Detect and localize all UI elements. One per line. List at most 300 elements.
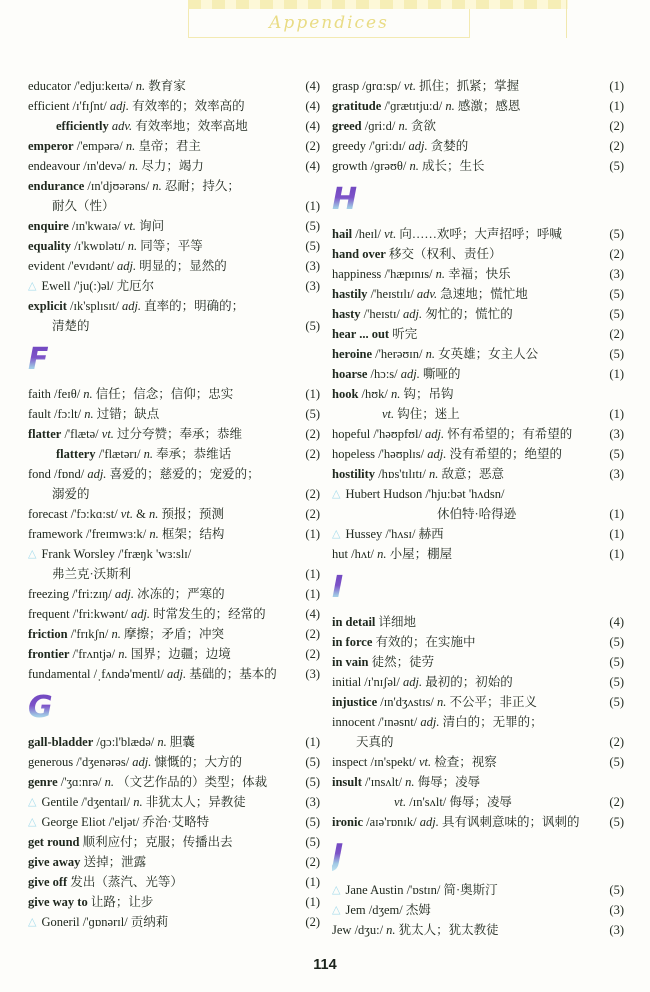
- entry-headword: friction: [28, 627, 68, 641]
- entry-body: /ɪn'devə/ n. 尽力；竭力: [83, 159, 204, 173]
- section-letter-g: G: [28, 691, 57, 725]
- entry-unit-number: (2): [305, 647, 320, 661]
- entry-body: /'edju:keɪtə/ n. 教育家: [74, 79, 186, 93]
- entry-headword: hastily: [332, 287, 368, 301]
- proper-noun-triangle-icon: △: [28, 796, 37, 808]
- entry-unit-number: (1): [305, 527, 320, 541]
- entry-headword: Frank Worsley: [41, 547, 115, 561]
- entry-body: /'dʒenərəs/ adj. 慷慨的；大方的: [76, 755, 243, 769]
- entry-body: /'dʒentaɪl/ n. 非犹太人；异教徒: [81, 795, 246, 809]
- entry-body: /ɡɔ:l'blædə/ n. 胆囊: [96, 735, 195, 749]
- entry-first-line: [28, 444, 320, 464]
- entry-first-line: [28, 524, 320, 544]
- entry-body: 有效的；在实施中: [375, 635, 476, 649]
- dictionary-entry: [28, 524, 320, 544]
- entry-headword: generous: [28, 755, 74, 769]
- entry-headword: hail: [332, 227, 353, 241]
- entry-body: /'heɪstɪlɪ/ adv. 急速地；慌忙地: [370, 287, 528, 301]
- entry-first-line: [28, 624, 320, 644]
- entry-headword: Jane Austin: [345, 883, 404, 897]
- dictionary-entry: [332, 244, 624, 264]
- entry-headword: flatter: [28, 427, 62, 441]
- entry-headword: forecast: [28, 507, 68, 521]
- dictionary-entry: [332, 96, 624, 116]
- dictionary-entry: [28, 872, 320, 892]
- entry-first-line: [332, 264, 624, 284]
- section-divider: [332, 564, 624, 612]
- dictionary-entry: [332, 752, 624, 772]
- entry-unit-number: (5): [609, 675, 624, 689]
- entry-first-line: [28, 892, 320, 912]
- entry-headword: hut: [332, 547, 348, 561]
- entry-unit-number: (2): [305, 915, 320, 929]
- entry-body: /aɪə'rɒnɪk/ adj. 具有讽刺意味的；讽刺的: [366, 815, 580, 829]
- dictionary-entry: [28, 156, 320, 176]
- entry-unit-number: (1): [305, 387, 320, 401]
- header-decorative-band: [188, 0, 568, 9]
- entry-headword: happiness: [332, 267, 382, 281]
- entry-unit-number: (3): [609, 467, 624, 481]
- entry-first-line: [332, 76, 624, 96]
- page-number: 114: [313, 957, 337, 973]
- entry-unit-number: (5): [305, 319, 320, 333]
- dictionary-entry: [28, 892, 320, 912]
- dictionary-entry: [28, 504, 320, 524]
- dictionary-entry: [332, 116, 624, 136]
- dictionary-entry: [28, 664, 320, 684]
- entry-body: /hɔ:s/ adj. 嘶哑的: [370, 367, 461, 381]
- entry-body: /hʊk/ n. 钩；吊钩: [361, 387, 454, 401]
- dictionary-entry: [28, 584, 320, 604]
- entry-first-line: [332, 772, 624, 792]
- entry-unit-number: (4): [305, 99, 320, 113]
- entry-unit-number: (2): [305, 427, 320, 441]
- entry-unit-number: (3): [609, 267, 624, 281]
- entry-headword: evident: [28, 259, 65, 273]
- entry-headword: efficient: [28, 99, 70, 113]
- dictionary-entry: [28, 604, 320, 624]
- entry-unit-number: (4): [305, 119, 320, 133]
- entry-body: /'frɪkʃn/ n. 摩擦；矛盾；冲突: [70, 627, 225, 641]
- entry-body: /'həʊpfʊl/ adj. 怀有希望的；有希望的: [373, 427, 573, 441]
- entry-unit-number: (2): [305, 139, 320, 153]
- dictionary-entry: [332, 304, 624, 324]
- entry-body: /'ɪnəsnt/ adj. 清白的；无罪的；: [378, 715, 543, 729]
- entry-first-line: [28, 424, 320, 444]
- entry-first-line: [28, 604, 320, 624]
- entry-unit-number: (3): [305, 667, 320, 681]
- entry-headword: ironic: [332, 815, 364, 829]
- entry-first-line: [28, 404, 320, 424]
- dictionary-entry: [332, 812, 624, 832]
- dictionary-entry: [332, 324, 624, 344]
- dictionary-entry: [332, 880, 624, 900]
- entry-headword: Jem: [345, 903, 366, 917]
- entry-unit-number: (3): [305, 795, 320, 809]
- section-divider: [332, 832, 624, 880]
- entry-unit-number: (2): [609, 795, 624, 809]
- entry-body: /ˌfʌndə'mentl/ adj. 基础的；基本的: [93, 667, 277, 681]
- dictionary-entry: [332, 424, 624, 444]
- dictionary-entry: [332, 156, 624, 176]
- entry-headword: Hubert Hudson: [345, 487, 423, 501]
- dictionary-entry: [332, 632, 624, 652]
- entry-first-line: [332, 484, 624, 504]
- dictionary-entry: [28, 544, 320, 584]
- header-border-line: [566, 0, 567, 38]
- entry-body: /'həʊplɪs/ adj. 没有希望的；绝望的: [378, 447, 562, 461]
- entry-unit-number: (5): [609, 307, 624, 321]
- entry-unit-number: (5): [305, 755, 320, 769]
- entry-body: /'flætərɪ/ n. 奉承；恭维话: [98, 447, 232, 461]
- entry-unit-number: (1): [609, 99, 624, 113]
- entry-first-line: [332, 304, 624, 324]
- entry-unit-number: (5): [609, 815, 624, 829]
- entry-headword: flattery: [56, 447, 96, 461]
- entry-first-line: [28, 832, 320, 852]
- entry-body: /'eljət/ 乔治·艾略特: [108, 815, 210, 829]
- section-letter-h: H: [332, 183, 361, 217]
- entry-unit-number: (1): [609, 527, 624, 541]
- entry-headword: give off: [28, 875, 68, 889]
- dictionary-entry: [332, 224, 624, 244]
- entry-headword: equality: [28, 239, 72, 253]
- entry-headword: grasp: [332, 79, 360, 93]
- section-letter-j: J: [332, 839, 347, 873]
- entry-first-line: [332, 136, 624, 156]
- dictionary-entry: [332, 652, 624, 672]
- entry-unit-number: (1): [609, 507, 624, 521]
- dictionary-entry: [28, 624, 320, 644]
- entry-headword: fundamental: [28, 667, 91, 681]
- entry-headword: growth: [332, 159, 368, 173]
- dictionary-entry: [28, 296, 320, 336]
- entry-unit-number: (2): [609, 735, 624, 749]
- entry-body: /ɡrəʊθ/ n. 成长；生长: [370, 159, 485, 173]
- entry-unit-number: (1): [609, 79, 624, 93]
- entry-first-line: [332, 920, 624, 940]
- entry-first-line: [332, 712, 624, 732]
- dictionary-entry: [28, 444, 320, 464]
- entry-unit-number: (1): [609, 547, 624, 561]
- left-column: [28, 76, 320, 932]
- section-divider: [332, 176, 624, 224]
- entry-first-line: [28, 296, 320, 316]
- entry-headword: heroine: [332, 347, 373, 361]
- entry-headword: Hussey: [345, 527, 383, 541]
- right-column: [332, 76, 624, 940]
- entry-body: 让路；让步: [90, 895, 154, 909]
- entry-unit-number: (3): [609, 427, 624, 441]
- dictionary-entry: [28, 792, 320, 812]
- entry-first-line: [28, 384, 320, 404]
- entry-body: /ɡri:d/ n. 贪欲: [364, 119, 436, 133]
- dictionary-entry: [28, 464, 320, 504]
- entry-body: /'ɒstɪn/ 简·奥斯汀: [406, 883, 498, 897]
- entry-headword: hear ... out: [332, 327, 390, 341]
- entry-first-line: [28, 664, 320, 684]
- dictionary-entry: [28, 96, 320, 116]
- entry-body: /'flætə/ vt. 过分夸赞；奉承；恭维: [64, 427, 243, 441]
- entry-first-line: [28, 812, 320, 832]
- entry-unit-number: (4): [305, 79, 320, 93]
- dictionary-entry: [28, 236, 320, 256]
- entry-first-line: [28, 912, 320, 932]
- entry-body: /dʒu:/ n. 犹太人；犹太教徒: [354, 923, 499, 937]
- entry-body: /'fɔ:kɑ:st/ vt. & n. 预报；预测: [70, 507, 224, 521]
- entry-first-line: [332, 652, 624, 672]
- entry-first-line: [332, 812, 624, 832]
- entry-headword: hopeless: [332, 447, 376, 461]
- entry-unit-number: (5): [609, 695, 624, 709]
- entry-first-line: [28, 96, 320, 116]
- entry-unit-number: (1): [305, 895, 320, 909]
- entry-body: /'herəʊɪn/ n. 女英雄；女主人公: [375, 347, 539, 361]
- dictionary-entry: [332, 444, 624, 464]
- dictionary-entry: [28, 256, 320, 276]
- dictionary-entry: [332, 524, 624, 544]
- entry-headword: inspect: [332, 755, 368, 769]
- entry-headword: gratitude: [332, 99, 382, 113]
- entry-unit-number: (2): [609, 327, 624, 341]
- dictionary-entry: [332, 712, 624, 752]
- entry-first-line: [28, 544, 320, 564]
- entry-continuation-line: 弗兰克·沃斯利: [52, 567, 132, 581]
- dictionary-entry: [332, 76, 624, 96]
- entry-first-line: [332, 880, 624, 900]
- entry-headword: George Eliot: [41, 815, 106, 829]
- entry-first-line: [28, 276, 320, 296]
- proper-noun-triangle-icon: △: [28, 548, 37, 560]
- dictionary-entry: [332, 612, 624, 632]
- entry-first-line: [28, 872, 320, 892]
- entry-first-line: [28, 236, 320, 256]
- entry-headword: hostility: [332, 467, 376, 481]
- entry-body: /'ɡri:dɪ/ adj. 贪婪的: [369, 139, 469, 153]
- entry-unit-number: (2): [305, 627, 320, 641]
- entry-headword: insult: [332, 775, 362, 789]
- dictionary-entry: [332, 772, 624, 812]
- proper-noun-triangle-icon: △: [28, 816, 37, 828]
- entry-headword: frequent: [28, 607, 70, 621]
- entry-unit-number: (2): [305, 447, 320, 461]
- section-letter-i: I: [332, 571, 347, 605]
- entry-unit-number: (2): [305, 487, 320, 501]
- proper-noun-triangle-icon: △: [332, 488, 341, 500]
- entry-body: /'ɡɒnərɪl/ 贡纳莉: [82, 915, 169, 929]
- dictionary-entry: [28, 404, 320, 424]
- entry-first-line: [28, 156, 320, 176]
- entry-headword: initial: [332, 675, 362, 689]
- dictionary-entry: [28, 812, 320, 832]
- dictionary-entry: [28, 912, 320, 932]
- entry-body: /ɪ'nɪʃəl/ adj. 最初的；初始的: [364, 675, 513, 689]
- entry-unit-number: (5): [609, 883, 624, 897]
- entry-first-line: [28, 732, 320, 752]
- page-header-title: Appendices: [269, 13, 389, 33]
- entry-body: /'hju:bət 'hʌdsn/: [425, 487, 505, 501]
- entry-headword: hoarse: [332, 367, 368, 381]
- dictionary-entry: [332, 384, 624, 424]
- dictionary-entry: [28, 832, 320, 852]
- entry-body: /'freɪmwɜ:k/ n. 框架；结构: [85, 527, 225, 541]
- entry-unit-number: (5): [609, 447, 624, 461]
- entry-headword: give away: [28, 855, 81, 869]
- entry-body: /heɪl/ vt. 向……欢呼；大声招呼；呼喊: [355, 227, 562, 241]
- entry-headword: efficiently: [56, 119, 109, 133]
- entry-headword: greedy: [332, 139, 367, 153]
- entry-body: /'ɪnsʌlt/ n. 侮辱；凌辱: [365, 775, 481, 789]
- dictionary-entry: [28, 424, 320, 444]
- entry-body: /'empərə/ n. 皇帝；君主: [76, 139, 201, 153]
- entry-first-line: [332, 632, 624, 652]
- entry-unit-number: (2): [305, 855, 320, 869]
- entry-first-line: [332, 364, 624, 384]
- entry-body: /'ju(:)əl/ 尤厄尔: [73, 279, 155, 293]
- entry-headword: emperor: [28, 139, 74, 153]
- entry-continuation-line: 休伯特·哈得逊: [437, 507, 517, 521]
- dictionary-entry: [28, 644, 320, 664]
- entry-body: /ɪn'djʊərəns/ n. 忍耐；持久；: [87, 179, 240, 193]
- entry-continuation-line: 天真的: [356, 735, 394, 749]
- dictionary-entry: [332, 136, 624, 156]
- entry-first-line: [28, 464, 320, 484]
- entry-body: /'frʌntjə/ n. 国界；边疆；边境: [72, 647, 231, 661]
- dictionary-entry: [332, 364, 624, 384]
- entry-headword: injustice: [332, 695, 378, 709]
- entry-unit-number: (1): [305, 875, 320, 889]
- entry-first-line: [28, 772, 320, 792]
- entry-body: /'hæpɪnɪs/ n. 幸福；快乐: [384, 267, 511, 281]
- entry-headword: hopeful: [332, 427, 371, 441]
- entry-body: /hɒs'tɪlɪtɪ/ n. 敌意；恶意: [378, 467, 505, 481]
- entry-headword: gall-bladder: [28, 735, 94, 749]
- entry-headword: frontier: [28, 647, 70, 661]
- dictionary-entry: [28, 76, 320, 96]
- entry-first-line: [28, 136, 320, 156]
- entry-continuation-line: 清楚的: [52, 319, 90, 333]
- entry-unit-number: (5): [609, 347, 624, 361]
- dictionary-entry: [28, 176, 320, 216]
- entry-first-line: [332, 464, 624, 484]
- entry-first-line: [28, 504, 320, 524]
- entry-first-line: [332, 692, 624, 712]
- section-divider: [28, 684, 320, 732]
- entry-unit-number: (5): [305, 835, 320, 849]
- dictionary-entry: [28, 384, 320, 404]
- entry-unit-number: (5): [305, 239, 320, 253]
- entry-first-line: [332, 424, 624, 444]
- entry-first-line: [332, 752, 624, 772]
- entry-unit-number: (4): [305, 159, 320, 173]
- entry-unit-number: (3): [305, 259, 320, 273]
- entry-first-line: [28, 852, 320, 872]
- entry-headword: endeavour: [28, 159, 81, 173]
- entry-body: /hʌt/ n. 小屋；棚屋: [351, 547, 453, 561]
- entry-body: /ɪn'dʒʌstɪs/ n. 不公平；非正义: [380, 695, 538, 709]
- dictionary-entry: [332, 692, 624, 712]
- dictionary-entry: [332, 544, 624, 564]
- entry-first-line: [332, 544, 624, 564]
- dictionary-entry: [28, 116, 320, 136]
- entry-headword: Jew: [332, 923, 352, 937]
- entry-body: 顺利应付；克服；传播出去: [82, 835, 233, 849]
- entry-unit-number: (5): [609, 755, 624, 769]
- entry-first-line: [332, 284, 624, 304]
- entry-body: /'ɡrætɪtju:d/ n. 感激；感恩: [384, 99, 521, 113]
- entry-first-line: [332, 156, 624, 176]
- entry-unit-number: (1): [609, 367, 624, 381]
- entry-body: /ɪ'fɪʃnt/ adj. 有效率的；效率高的: [72, 99, 245, 113]
- entry-body: 详细地: [378, 615, 417, 629]
- entry-body: 发出（蒸汽、光等）: [70, 875, 183, 889]
- entry-body: /ɪk'splɪsɪt/ adj. 直率的；明确的；: [70, 299, 245, 313]
- entry-first-line: [332, 324, 624, 344]
- entry-headword: faith: [28, 387, 51, 401]
- entry-body: /'fri:kwənt/ adj. 时常发生的；经常的: [72, 607, 266, 621]
- entry-body: /ɡrɑ:sp/ vt. 抓住；抓紧；掌握: [362, 79, 520, 93]
- entry-headword: freezing: [28, 587, 69, 601]
- entry-continuation-line: vt. /ɪn'sʌlt/ 侮辱；凌辱: [394, 795, 512, 809]
- entry-body: /fɔ:lt/ n. 过错；缺点: [54, 407, 160, 421]
- entry-unit-number: (1): [609, 407, 624, 421]
- entry-unit-number: (5): [305, 815, 320, 829]
- entry-body: /'fræŋk 'wɜ:slɪ/: [118, 547, 192, 561]
- entry-first-line: [332, 116, 624, 136]
- entry-first-line: [28, 216, 320, 236]
- dictionary-entry: [332, 284, 624, 304]
- entry-unit-number: (1): [305, 587, 320, 601]
- entry-body: adv. 有效率地；效率高地: [111, 119, 248, 133]
- dictionary-entry: [332, 344, 624, 364]
- entry-body: /ɪn'kwaɪə/ vt. 询问: [71, 219, 165, 233]
- entry-first-line: [332, 524, 624, 544]
- entry-headword: hand over: [332, 247, 386, 261]
- entry-first-line: [332, 612, 624, 632]
- entry-headword: explicit: [28, 299, 67, 313]
- entry-headword: enquire: [28, 219, 69, 233]
- section-letter-f: F: [28, 343, 53, 377]
- entry-first-line: [28, 256, 320, 276]
- entry-continuation-line: vt. 钩住；迷上: [382, 407, 460, 421]
- entry-headword: genre: [28, 775, 58, 789]
- entry-first-line: [28, 76, 320, 96]
- entry-headword: educator: [28, 79, 72, 93]
- dictionary-entry: [332, 464, 624, 484]
- dictionary-entry: [332, 484, 624, 524]
- entry-unit-number: (1): [305, 735, 320, 749]
- entry-unit-number: (3): [609, 903, 624, 917]
- entry-headword: in detail: [332, 615, 376, 629]
- entry-unit-number: (4): [305, 607, 320, 621]
- entry-continuation-line: 耐久（性）: [52, 199, 115, 213]
- entry-body: 送掉；泄露: [83, 855, 147, 869]
- entry-headword: in force: [332, 635, 373, 649]
- entry-first-line: [332, 672, 624, 692]
- entry-body: /ɪn'spekt/ vt. 检查；视察: [370, 755, 497, 769]
- entry-first-line: [332, 384, 624, 404]
- entry-headword: Goneril: [41, 915, 80, 929]
- entry-headword: in vain: [332, 655, 369, 669]
- entry-body: /'evɪdənt/ adj. 明显的；显然的: [67, 259, 227, 273]
- entry-unit-number: (5): [609, 159, 624, 173]
- entry-headword: fond: [28, 467, 51, 481]
- dictionary-entry: [28, 136, 320, 156]
- entry-unit-number: (5): [305, 407, 320, 421]
- entry-headword: hook: [332, 387, 359, 401]
- entry-first-line: [332, 444, 624, 464]
- entry-body: /'heɪstɪ/ adj. 匆忙的；慌忙的: [363, 307, 513, 321]
